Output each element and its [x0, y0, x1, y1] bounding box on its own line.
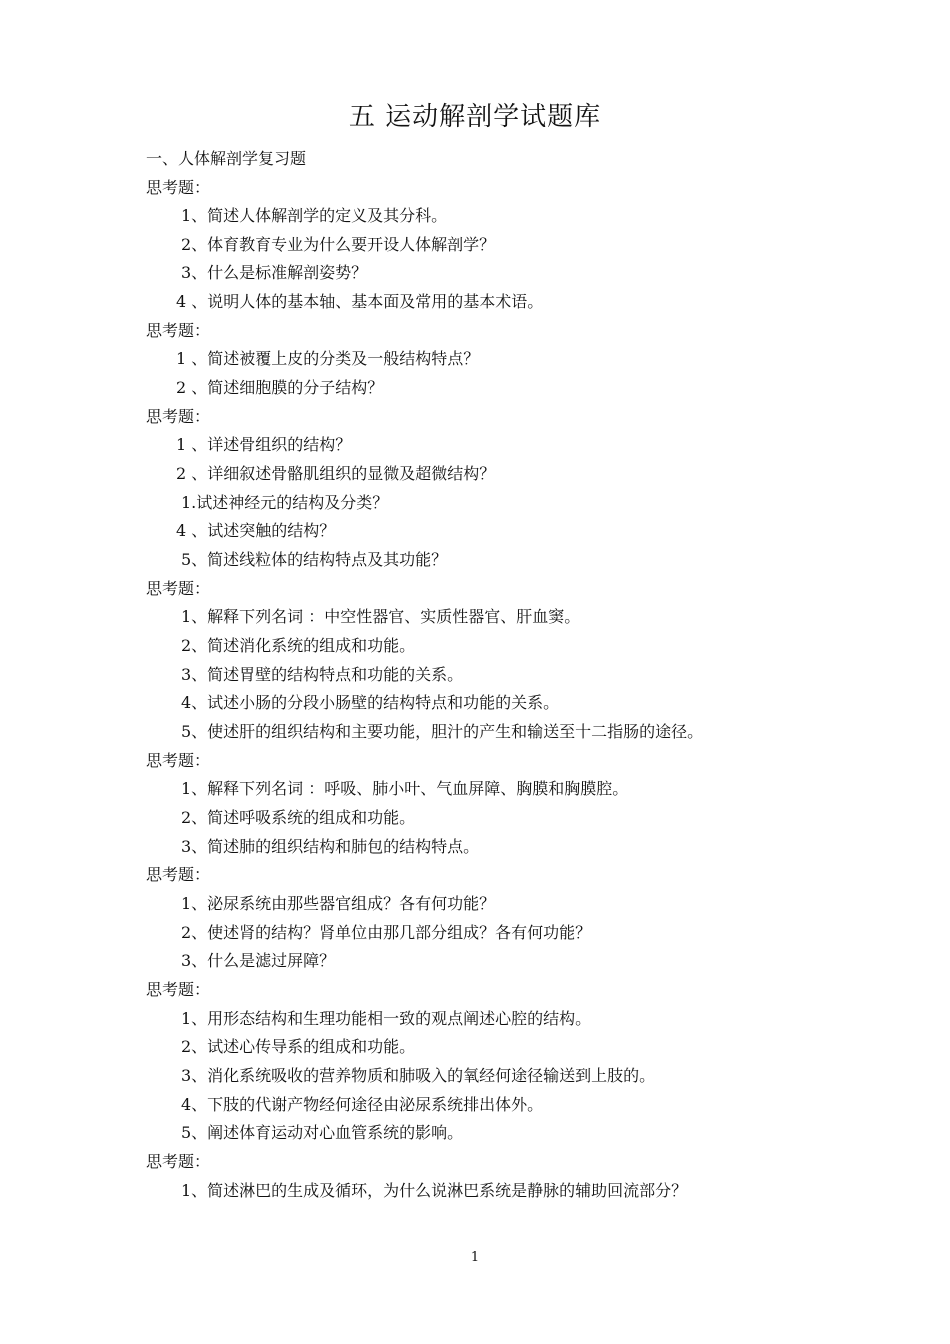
question-group-heading: 思考题： [146, 751, 211, 770]
question-group-heading: 思考题： [146, 865, 211, 884]
question-item: 1、解释下列名词 ：呼吸、肺小叶、气血屏障、胸膜和胸膜腔。 [181, 779, 629, 798]
page-title: 五 运动解剖学试题库 [348, 102, 602, 132]
question-item: 2、试述心传导系的组成和功能。 [181, 1037, 416, 1056]
question-item: 1 、简述被覆上皮的分类及一般结构特点？ [176, 349, 480, 368]
question-item: 1、泌尿系统由那些器官组成？各有何功能？ [181, 894, 496, 913]
question-item: 3、消化系统吸收的营养物质和肺吸入的氧经何途径输送到上肢的。 [181, 1066, 656, 1085]
question-item: 1、简述人体解剖学的定义及其分科。 [181, 206, 448, 225]
question-item: 1、用形态结构和生理功能相一致的观点阐述心腔的结构。 [181, 1009, 592, 1028]
question-item: 2、体育教育专业为什么要开设人体解剖学？ [181, 235, 496, 254]
question-group-heading: 思考题： [146, 579, 211, 598]
question-item: 2 、详细叙述骨骼肌组织的显微及超微结构？ [176, 464, 496, 483]
question-item: 2、简述呼吸系统的组成和功能。 [181, 808, 416, 827]
question-item: 2 、简述细胞膜的分子结构？ [176, 378, 384, 397]
question-item: 3、什么是标准解剖姿势？ [181, 263, 368, 282]
question-item: 1、简述淋巴的生成及循环，为什么说淋巴系统是静脉的辅助回流部分？ [181, 1181, 688, 1200]
question-item: 5、简述线粒体的结构特点及其功能？ [181, 550, 448, 569]
question-item: 4、下肢的代谢产物经何途径由泌尿系统排出体外。 [181, 1095, 544, 1114]
question-group-heading: 思考题： [146, 178, 211, 197]
question-item: 3、简述肺的组织结构和肺包的结构特点。 [181, 837, 480, 856]
question-group-heading: 思考题： [146, 407, 211, 426]
section-heading: 一、人体解剖学复习题 [146, 149, 307, 168]
question-group-heading: 思考题： [146, 980, 211, 999]
question-item: 1.试述神经元的结构及分类？ [181, 493, 389, 512]
question-item: 4、试述小肠的分段小肠壁的结构特点和功能的关系。 [181, 693, 560, 712]
question-item: 2、简述消化系统的组成和功能。 [181, 636, 416, 655]
question-item: 2、使述肾的结构？肾单位由那几部分组成？各有何功能？ [181, 923, 592, 942]
question-item: 3、简述胃壁的结构特点和功能的关系。 [181, 665, 464, 684]
question-item: 3、什么是滤过屏障？ [181, 951, 336, 970]
question-item: 5、使述肝的组织结构和主要功能，胆汁的产生和输送至十二指肠的途径。 [181, 722, 704, 741]
question-item: 1、解释下列名词 ：中空性器官、实质性器官、肝血窦。 [181, 607, 581, 626]
question-item: 4 、试述突触的结构？ [176, 521, 336, 540]
question-group-heading: 思考题： [146, 321, 211, 340]
question-group-heading: 思考题： [146, 1152, 211, 1171]
page-number: 1 [470, 1250, 480, 1265]
question-item: 4 、说明人体的基本轴、基本面及常用的基本术语。 [176, 292, 544, 311]
question-item: 1 、详述骨组织的结构？ [176, 435, 352, 454]
question-item: 5、阐述体育运动对心血管系统的影响。 [181, 1123, 464, 1142]
